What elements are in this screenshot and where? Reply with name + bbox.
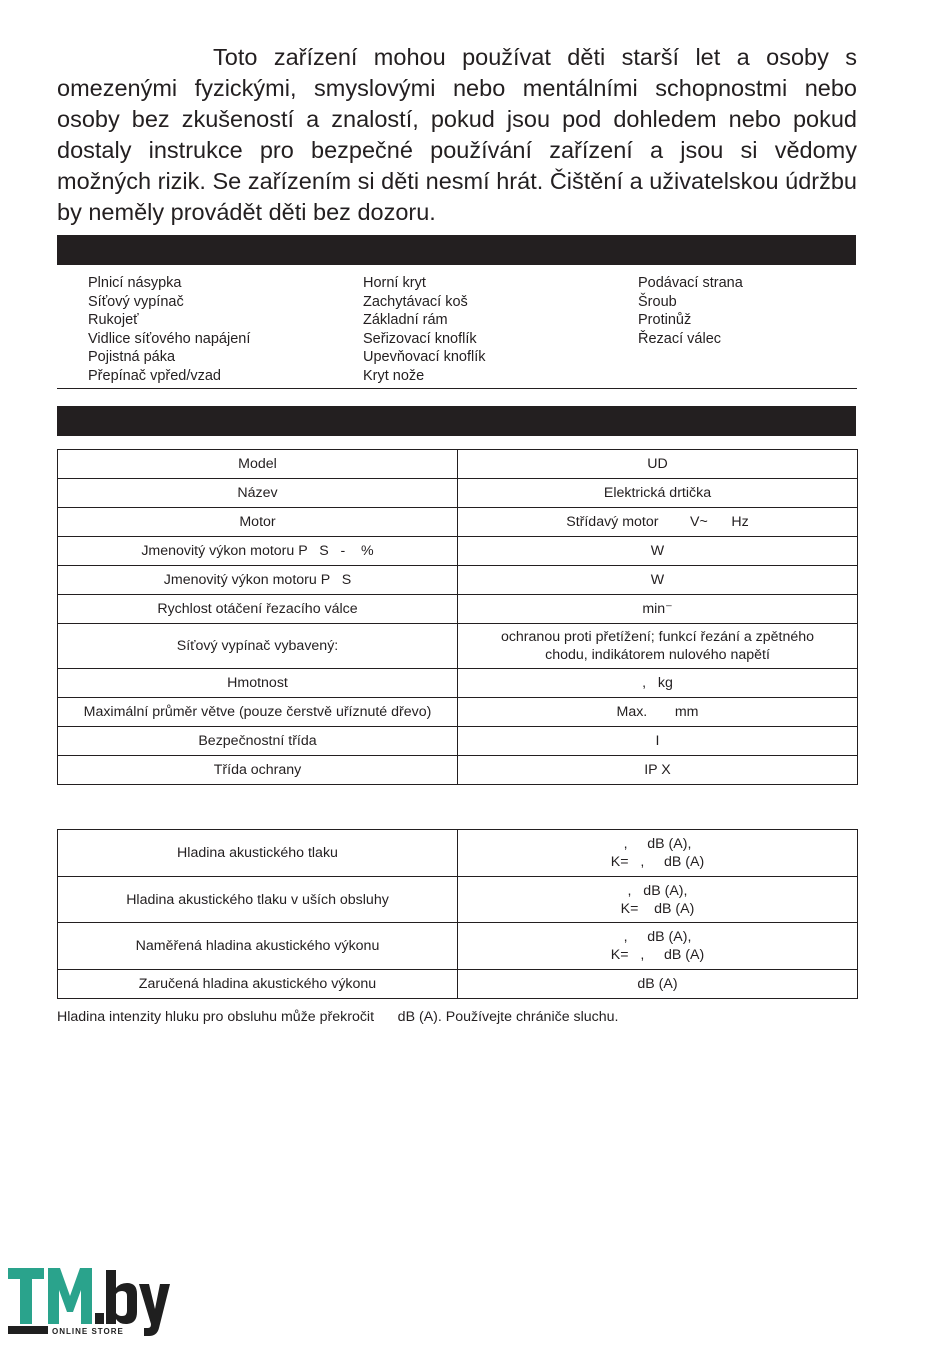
noise-label: Hladina akustického tlaku v uších obsluhy	[58, 877, 458, 923]
parts-column-3	[638, 274, 848, 386]
table-row	[58, 698, 858, 727]
spec-value: I	[458, 727, 858, 756]
logo-dot	[95, 1313, 104, 1324]
spec-value: min⁻	[458, 595, 858, 624]
spec-label: Síťový vypínač vybavený:	[58, 624, 458, 669]
spec-label: Bezpečnostní třída	[58, 727, 458, 756]
parts-column-2	[363, 274, 638, 386]
spec-value: W	[458, 566, 858, 595]
table-row	[58, 923, 858, 970]
table-row	[58, 624, 858, 669]
logo-tagline: ONLINE STORE	[52, 1327, 124, 1336]
table-row	[58, 595, 858, 624]
logo-underline	[8, 1326, 48, 1334]
table-row	[58, 877, 858, 923]
part-item: Síťový vypínač	[88, 293, 184, 310]
spec-value: W	[458, 537, 858, 566]
table-row	[58, 669, 858, 698]
noise-value-line: K= dB (A)	[620, 900, 695, 917]
part-item: Protinůž	[638, 312, 692, 329]
part-item: Plnicí násypka	[88, 275, 182, 291]
tm-by-logo	[8, 1266, 173, 1338]
noise-value-line: , dB (A),	[623, 836, 692, 852]
spec-value: , kg	[458, 669, 858, 698]
spec-value: ochranou proti přetížení; funkcí řezání a zpětného chodu, indikátorem nulového napětí	[458, 624, 858, 669]
part-item: Zachytávací koš	[363, 293, 468, 310]
part-item: Přepínač vpřed/vzad	[88, 367, 221, 384]
part-item: Základní rám	[363, 312, 448, 329]
parts-list	[88, 274, 848, 386]
part-item: Pojistná páka	[88, 349, 176, 366]
noise-value	[458, 877, 858, 923]
spec-label: Hmotnost	[58, 669, 458, 698]
noise-value	[458, 970, 858, 999]
part-item: Upevňovací knoflík	[363, 349, 486, 366]
spec-value: Střídavý motor V~ Hz	[458, 508, 858, 537]
part-item: Kryt nože	[363, 367, 425, 384]
spec-value: IP X	[458, 756, 858, 785]
specs-table	[57, 449, 858, 785]
section-header-bar	[57, 406, 856, 436]
table-row	[58, 537, 858, 566]
noise-note: Hladina intenzity hluku pro obsluhu může překročit dB (A). Používejte chrániče sluchu.	[57, 1009, 619, 1025]
noise-label: Zaručená hladina akustického výkonu	[58, 970, 458, 999]
noise-table	[57, 829, 858, 999]
part-item: Podávací strana	[638, 275, 743, 291]
parts-column-1	[88, 274, 363, 386]
part-item: Horní kryt	[363, 275, 426, 291]
noise-label: Naměřená hladina akustického výkonu	[58, 923, 458, 970]
intro-paragraph: Toto zařízení mohou používat děti starší let a osoby s omezenými fyzickými, smyslovými nebo mentálními schopnostmi nebo osoby bez zkušeností a znalostí, pokud jsou pod dohledem nebo pokud dostaly instrukce pro bezpečné používání zařízení a jsou si vědomy možných rizik. Se zařízením si děti nesmí hrát. Čištění a uživatelskou údržbu by neměly provádět děti bez dozoru.	[57, 44, 857, 225]
table-row	[58, 566, 858, 595]
part-item: Rukojeť	[88, 312, 139, 329]
noise-value-line: , dB (A),	[627, 882, 688, 899]
part-item: Vidlice síťového napájení	[88, 330, 251, 347]
spec-label: Motor	[58, 508, 458, 537]
spec-label: Maximální průměr větve (pouze čerstvě uříznuté dřevo)	[58, 698, 458, 727]
table-row	[58, 508, 858, 537]
spec-value: Max. mm	[458, 698, 858, 727]
noise-value-line: dB (A)	[637, 976, 678, 992]
table-row	[58, 727, 858, 756]
table-row	[58, 479, 858, 508]
table-row	[58, 450, 858, 479]
table-row	[58, 830, 858, 877]
spec-label: Třída ochrany	[58, 756, 458, 785]
noise-value-line: K= , dB (A)	[610, 947, 705, 963]
noise-value	[458, 830, 858, 877]
section-header-bar	[57, 235, 856, 265]
spec-label: Jmenovitý výkon motoru P S	[58, 566, 458, 595]
spec-label: Rychlost otáčení řezacího válce	[58, 595, 458, 624]
divider	[57, 388, 857, 389]
part-item: Šroub	[638, 293, 677, 310]
noise-label: Hladina akustického tlaku	[58, 830, 458, 877]
part-item: Seřizovací knoflík	[363, 330, 477, 347]
noise-value-line: K= , dB (A)	[610, 854, 705, 870]
noise-value-line: , dB (A),	[623, 929, 692, 945]
part-item: Řezací válec	[638, 330, 722, 347]
spec-label: Model	[58, 450, 458, 479]
spec-label: Název	[58, 479, 458, 508]
table-row	[58, 970, 858, 999]
spec-value: Elektrická drtička	[458, 479, 858, 508]
logo-tm-letters	[8, 1268, 92, 1324]
table-row	[58, 756, 858, 785]
spec-value: UD	[458, 450, 858, 479]
spec-label: Jmenovitý výkon motoru P S - %	[58, 537, 458, 566]
noise-value	[458, 923, 858, 970]
